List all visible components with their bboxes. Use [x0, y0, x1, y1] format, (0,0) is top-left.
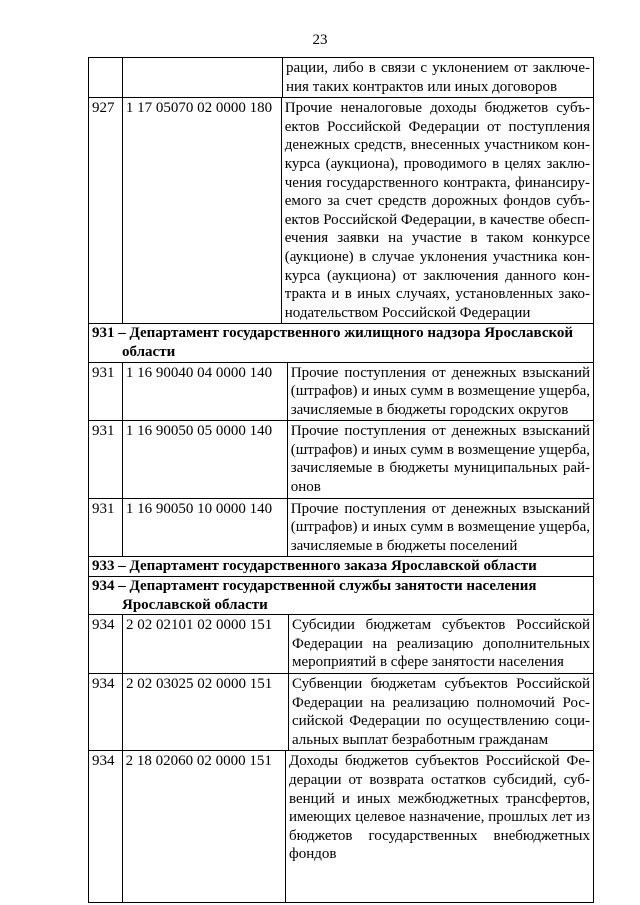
department-header-line: 931 – Департамент государственного жилищного надзора Ярославской [92, 325, 574, 342]
admin-code-cell: 934 [89, 674, 123, 750]
department-header-line: области [122, 343, 176, 360]
department-header [89, 577, 593, 614]
description-line: ектов Российской Федерации, в качестве обесп- [284, 211, 590, 228]
admin-code-cell: 934 [89, 615, 123, 673]
description-line: Федерации на реализацию полномочий Рос- [292, 694, 590, 711]
budget-classification-code-cell: 1 16 90050 10 0000 140 [123, 499, 288, 557]
budget-classification-code-cell: 1 17 05070 02 0000 180 [123, 98, 282, 323]
admin-code-cell [89, 58, 123, 97]
description-line: ния таких контрактов или иных договоров [286, 78, 558, 95]
budget-classification-code-cell: 2 18 02060 02 0000 151 [123, 751, 286, 902]
department-header-line: 933 – Департамент государственного заказа Ярославской области [92, 558, 537, 575]
admin-code-cell: 931 [89, 421, 123, 497]
department-header-row [88, 557, 594, 577]
budget-classification-code-cell [123, 58, 283, 97]
description-line: зачисляемые в бюджеты поселений [290, 537, 518, 554]
description-line: сийской Федерации по осуществлению соци- [292, 713, 590, 730]
department-header-row [88, 577, 594, 615]
budget-code-table [88, 57, 594, 903]
description-line: Прочие поступления от денежных взысканий [290, 364, 590, 381]
department-header-line: Ярославской области [122, 596, 268, 613]
description-line: курса (аукциона) от заключения данного кон- [284, 267, 590, 284]
budget-classification-code-cell: 2 02 03025 02 0000 151 [123, 674, 289, 750]
description-line: бюджетов государственных внебюджетных [288, 827, 590, 844]
table-row [88, 499, 594, 558]
description-line: венций и иных межбюджетных трансфертов, [288, 790, 590, 807]
table-row [88, 751, 594, 903]
description-line: рации, либо в связи с уклонением от заключе- [286, 60, 590, 76]
description-line: мероприятий в сфере занятости населения [292, 654, 564, 671]
description-line: ектов Российской Федерации от поступления [284, 118, 590, 135]
revenue-description-cell [288, 499, 593, 557]
table-row [88, 674, 594, 751]
description-line: зачисляемые в бюджеты муниципальных рай- [290, 460, 590, 477]
revenue-description-cell [288, 363, 593, 421]
department-header-line: 934 – Департамент государственной службы занятости населения [92, 578, 537, 595]
budget-classification-code-cell: 1 16 90040 04 0000 140 [123, 363, 288, 421]
department-header [89, 557, 593, 576]
admin-code-cell: 934 [89, 751, 123, 902]
department-header-row [88, 324, 594, 362]
description-line: Прочие поступления от денежных взысканий [290, 500, 590, 517]
table-row [88, 57, 594, 98]
description-line: (аукционе) в случае уклонения участника кон- [284, 248, 590, 265]
revenue-description-cell [283, 58, 593, 97]
description-line [289, 864, 590, 883]
description-line: Субвенции бюджетам субъектов Российской [292, 676, 590, 692]
description-line: денежных средств, внесенных участником кон- [284, 137, 590, 154]
admin-code-cell: 927 [89, 98, 123, 323]
revenue-description-cell [286, 751, 593, 902]
admin-code-cell: 931 [89, 499, 123, 557]
description-line: Прочие поступления от денежных взысканий [290, 423, 590, 440]
description-line: ечения заявки на участие в таком конкурсе [284, 230, 590, 247]
description-line: фондов [288, 846, 337, 863]
description-line: Федерации на реализацию дополнительных [292, 635, 590, 652]
description-line [289, 883, 590, 902]
description-line: дерации от возврата остатков субсидий, суб- [288, 771, 590, 788]
revenue-description-cell [288, 421, 593, 497]
table-row [88, 421, 594, 498]
budget-classification-code-cell: 1 16 90050 05 0000 140 [123, 421, 288, 497]
revenue-description-cell [289, 615, 593, 673]
revenue-description-cell [289, 674, 593, 750]
description-line: альных выплат безработным гражданам [292, 731, 549, 748]
revenue-description-cell [282, 98, 593, 323]
description-line: Прочие неналоговые доходы бюджетов субъ- [284, 100, 590, 117]
description-line: Доходы бюджетов субъектов Российской Фе- [288, 753, 590, 770]
description-line: тракта и в иных случаях, установленных зако- [284, 286, 590, 303]
description-line: нодательством Российской Федерации [284, 304, 531, 321]
description-line: (штрафов) и иных сумм в возмещение ущерба, [290, 441, 590, 458]
table-row [88, 615, 594, 674]
description-line: (штрафов) и иных сумм в возмещение ущерба, [290, 519, 590, 536]
page-number: 23 [312, 32, 328, 48]
budget-classification-code-cell: 2 02 02101 02 0000 151 [123, 615, 289, 673]
table-row [88, 98, 594, 324]
description-line: имеющих целевое назначение, прошлых лет из [288, 809, 590, 826]
table-row [88, 363, 594, 422]
description-line: Субсидии бюджетам субъектов Российской [292, 617, 590, 634]
description-line: чения государственного контракта, финансиру- [284, 174, 590, 191]
description-line: курса (аукциона), проводимого в целях заклю- [284, 155, 590, 172]
description-line: онов [290, 479, 321, 496]
description-line: зачисляемые в бюджеты городских округов [290, 401, 569, 418]
description-line: (штрафов) и иных сумм в возмещение ущерба, [290, 383, 590, 400]
description-line: емого за счет средств дорожных фондов субъ- [284, 193, 590, 210]
admin-code-cell: 931 [89, 363, 123, 421]
department-header [89, 324, 593, 361]
